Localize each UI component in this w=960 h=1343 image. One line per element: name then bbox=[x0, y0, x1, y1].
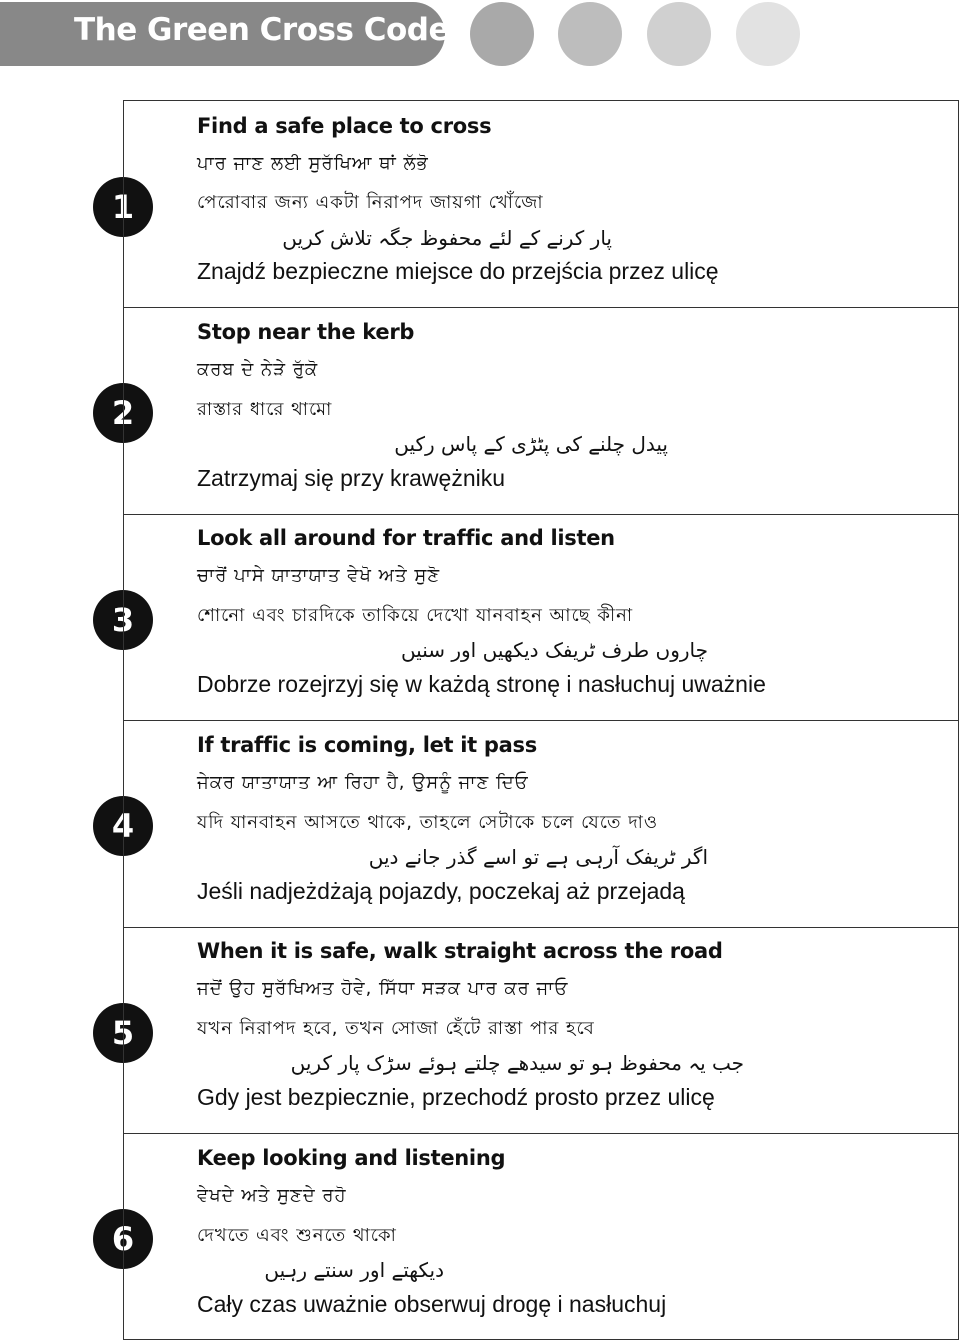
step-bengali-text: দেখতে এবং শুনতে থাকো bbox=[197, 1225, 397, 1246]
step-item bbox=[124, 101, 958, 308]
decorative-circle-3 bbox=[647, 2, 711, 66]
step-punjabi-text: ਜੇਕਰ ਯਾਤਾਯਾਤ ਆ ਰਿਹਾ ਹੈ, ਉਸਨੂੰ ਜਾਣ ਦਿਓ bbox=[197, 772, 529, 793]
step-english-text: Keep looking and listening bbox=[197, 1146, 506, 1170]
steps-list bbox=[123, 100, 959, 1340]
header bbox=[0, 0, 960, 70]
step-english-text: When it is safe, walk straight across the road bbox=[197, 939, 723, 963]
step-number-badge: 1 bbox=[93, 177, 153, 237]
step-number-badge: 6 bbox=[93, 1209, 153, 1269]
step-punjabi-text: ਵੇਖਦੇ ਅਤੇ ਸੁਣਦੇ ਰਹੋ bbox=[197, 1185, 347, 1206]
step-urdu-text: چاروں طرف ٹریفک دیکھیں اور سنیں bbox=[400, 638, 708, 662]
step-number-badge: 3 bbox=[93, 590, 153, 650]
decorative-circle-2 bbox=[558, 2, 622, 66]
page-title: The Green Cross Code bbox=[74, 12, 449, 48]
decorative-circle-4 bbox=[736, 2, 800, 66]
step-number-badge: 2 bbox=[93, 383, 153, 443]
step-bengali-text: রাস্তার ধারে থামো bbox=[197, 399, 333, 420]
step-bengali-text: শোনো এবং চারদিকে তাকিয়ে দেখো যানবাহন আছে কীনা bbox=[197, 605, 634, 626]
step-item bbox=[124, 308, 958, 515]
step-item bbox=[124, 927, 958, 1134]
step-bengali-text: পেরোবার জন্য একটা নিরাপদ জায়গা খোঁজো bbox=[197, 192, 544, 213]
step-punjabi-text: ਕਰਬ ਦੇ ਨੇੜੇ ਰੁੱਕੋ bbox=[197, 359, 319, 380]
step-punjabi-text: ਜਦੋਂ ਉਹ ਸੁਰੱਖਿਅਤ ਹੋਵੇ, ਸਿੱਧਾ ਸੜਕ ਪਾਰ ਕਰ ਜਾਓ bbox=[197, 978, 569, 999]
step-number-badge: 4 bbox=[93, 796, 153, 856]
step-item bbox=[124, 721, 958, 928]
step-item bbox=[124, 1134, 958, 1341]
step-polish-text: Cały czas uważnie obserwuj drogę i nasłuchuj bbox=[197, 1291, 667, 1317]
step-english-text: If traffic is coming, let it pass bbox=[197, 733, 537, 757]
step-urdu-text: اگر ٹریفک آرہی ہے تو اسے گذر جانے دیں bbox=[368, 845, 708, 869]
step-english-text: Stop near the kerb bbox=[197, 320, 415, 344]
step-english-text: Find a safe place to cross bbox=[197, 114, 492, 138]
step-urdu-text: پار کرنے کے لئے محفوظ جگہ تلاش کریں bbox=[282, 226, 612, 250]
step-polish-text: Dobrze rozejrzyj się w każdą stronę i nasłuchuj uważnie bbox=[197, 671, 766, 697]
step-bengali-text: যদি যানবাহন আসতে থাকে, তাহলে সেটাকে চলে যেতে দাও bbox=[197, 812, 659, 833]
step-urdu-text: دیکھتے اور سنتے رہیں bbox=[264, 1258, 444, 1282]
step-bengali-text: যখন নিরাপদ হবে, তখন সোজা হেঁটে রাস্তা পার হবে bbox=[197, 1018, 595, 1039]
step-polish-text: Zatrzymaj się przy krawężniku bbox=[197, 465, 506, 491]
step-english-text: Look all around for traffic and listen bbox=[197, 526, 615, 550]
step-polish-text: Jeśli nadjeżdżają pojazdy, poczekaj aż przejadą bbox=[197, 878, 685, 904]
step-polish-text: Znajdź bezpieczne miejsce do przejścia przez ulicę bbox=[197, 258, 719, 284]
step-urdu-text: جب یہ محفوظ ہو تو سیدھے چلتے ہوئے سڑک پار کریں bbox=[290, 1051, 744, 1075]
decorative-circle-1 bbox=[470, 2, 534, 66]
step-polish-text: Gdy jest bezpiecznie, przechodź prosto przez ulicę bbox=[197, 1084, 715, 1110]
step-urdu-text: پیدل چلنے کی پٹڑی کے پاس رکیں bbox=[394, 432, 668, 456]
step-punjabi-text: ਚਾਰੋਂ ਪਾਸੇ ਯਾਤਾਯਾਤ ਵੇਖੋ ਅਤੇ ਸੁਣੋ bbox=[197, 565, 441, 586]
step-punjabi-text: ਪਾਰ ਜਾਣ ਲਈ ਸੁਰੱਖਿਆ ਥਾਂ ਲੱਭੋ bbox=[197, 153, 429, 174]
step-item bbox=[124, 514, 958, 721]
step-number-badge: 5 bbox=[93, 1003, 153, 1063]
